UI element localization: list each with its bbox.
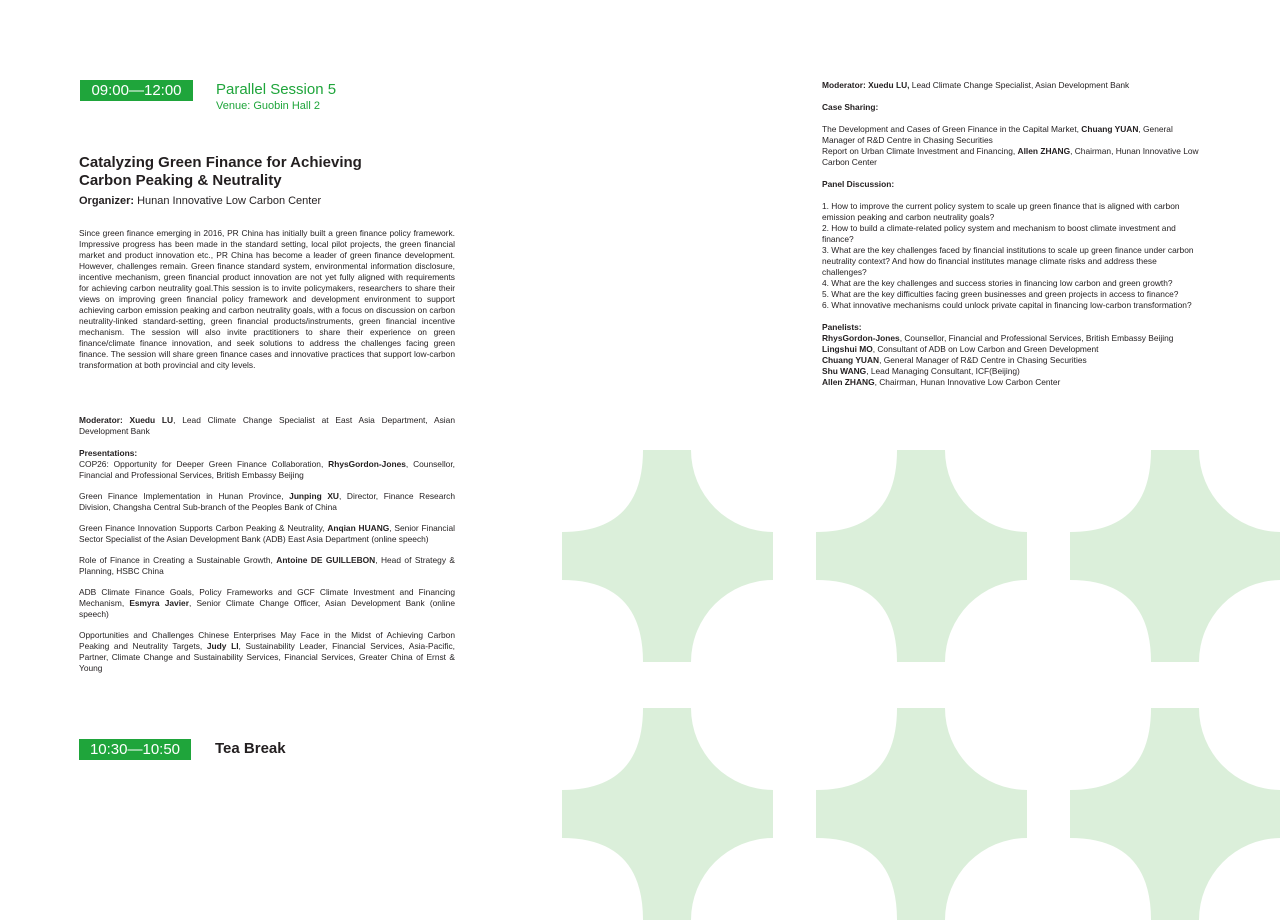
intro-paragraph: Since green finance emerging in 2016, PR China has initially built a green finance policy framework. Impressive progress has been made in the standard setting, local pilot projects, the green financial market and product innovation etc., PR China has become a leader of green finance development. However, challenges remain. Green finance standard system, environmental information disclosure, incentive mechanism, green financial product innovation are not yet fully aligned with requirements for achieving carbon neutrality goal.This session is to invite policymakers, researchers to share their views on improving green financial policy framework and development environment to support achieving carbon emission peaking and carbon neutrality goals, with a focus on discussion on carbon neutrality-linked standard-setting, green financial products/instruments, green financial incentive mechanism. The session will also invite practitioners to share their experience on green finance/climate finance innovation, and seek solutions to address the challenges facing green finance. The session will share green finance cases and innovative practices that support low-carbon transformation at both provincial and city levels. xyxy=(79,228,455,370)
right-column xyxy=(822,80,1200,388)
cross-shape xyxy=(562,450,773,662)
question-item: 4. What are the key challenges and success stories in financing low carbon and green growth? xyxy=(822,278,1173,288)
panelist-item: Lingshui MO, Consultant of ADB on Low Carbon and Green Development xyxy=(822,344,1099,354)
question-item: 1. How to improve the current policy system to scale up green finance that is aligned with carbon emission peaking and carbon neutrality goals? xyxy=(822,201,1180,222)
title-line-2: Carbon Peaking & Neutrality xyxy=(79,172,282,189)
presentation-item: Green Finance Innovation Supports Carbon Peaking & Neutrality, Anqian HUANG, Senior Financial Sector Specialist of the Asian Development Bank (ADB) East Asia Department (online speech) xyxy=(79,523,455,544)
panelist-item: Allen ZHANG, Chairman, Hunan Innovative Low Carbon Center xyxy=(822,377,1061,387)
question-list xyxy=(822,201,1200,311)
presentation-item: COP26: Opportunity for Deeper Green Finance Collaboration, RhysGordon-Jones, Counsellor, Financial and Professional Services, British Embassy Beijing xyxy=(79,459,455,480)
moderator-name: Moderator: Xuedu LU xyxy=(79,415,174,425)
moderator-role: Lead Climate Change Specialist, Asian Development Bank xyxy=(909,80,1130,90)
question-item: 3. What are the key challenges faced by financial institutions to scale up green finance under carbon neutrality context? And how do financial institutes manage climate risks and address these challenges? xyxy=(822,245,1194,277)
case-item: The Development and Cases of Green Finance in the Capital Market, Chuang YUAN, General Manager of R&D Centre in Chasing Securities xyxy=(822,124,1173,145)
cross-shape xyxy=(562,708,773,920)
panelist-list xyxy=(822,333,1200,388)
presentation-item: Opportunities and Challenges Chinese Enterprises May Face in the Midst of Achieving Carbon Peaking and Neutrality Targets, Judy LI, Sustainability Leader, Financial Services, Asia-Pacific, Partner, Climate Change and Sustainability Services, Financial Services, Greater China of Ernst & Young xyxy=(79,630,455,673)
panelists-heading: Panelists: xyxy=(822,322,862,332)
panel-discussion-heading: Panel Discussion: xyxy=(822,179,895,189)
panelist-item: Shu WANG, Lead Managing Consultant, ICF(Beijing) xyxy=(822,366,1020,376)
session-title: Parallel Session 5 xyxy=(216,81,337,98)
presentations-heading: Presentations: xyxy=(79,448,138,458)
question-item: 2. How to build a climate-related policy system and mechanism to boost climate investment and finance? xyxy=(822,223,1176,244)
question-item: 5. What are the key difficulties facing green businesses and green projects in access to finance? xyxy=(822,289,1179,299)
session-time-badge xyxy=(80,80,193,101)
session-time: 09:00—12:00 xyxy=(91,82,182,99)
right-moderator xyxy=(822,80,1200,91)
moderator-role: , Lead Climate Change Specialist at East Asia Department, Asian Development Bank xyxy=(79,415,455,436)
organizer xyxy=(79,195,321,207)
case-item: Report on Urban Climate Investment and Financing, Allen ZHANG, Chairman, Hunan Innovative Low Carbon Center xyxy=(822,146,1199,167)
presentation-item: Green Finance Implementation in Hunan Province, Junping XU, Director, Finance Research Division, Changsha Central Sub-branch of the Peoples Bank of China xyxy=(79,491,455,512)
question-item: 6. What innovative mechanisms could unlock private capital in financing low-carbon transformation? xyxy=(822,300,1192,310)
panelist-item: Chuang YUAN, General Manager of R&D Centre in Chasing Securities xyxy=(822,355,1087,365)
presentation-item: ADB Climate Finance Goals, Policy Frameworks and GCF Climate Investment and Financing Mechanism, Esmyra Javier, Senior Climate Change Officer, Asian Development Bank (online speech) xyxy=(79,587,455,619)
organizer-label: Organizer: xyxy=(79,195,135,207)
break-time: 10:30—10:50 xyxy=(89,741,181,758)
page-title xyxy=(79,154,362,190)
moderator-name: Moderator: Xuedu LU, xyxy=(822,80,910,90)
session-venue: Venue: Guobin Hall 2 xyxy=(216,100,320,112)
presentation-item: Role of Finance in Creating a Sustainable Growth, Antoine DE GUILLEBON, Head of Strategy & Planning, HSBC China xyxy=(79,555,456,576)
title-line-1: Catalyzing Green Finance for Achieving xyxy=(79,154,362,171)
case-sharing-heading: Case Sharing: xyxy=(822,102,879,112)
presentations-section xyxy=(79,448,455,684)
break-time-badge xyxy=(79,739,191,760)
organizer-value: Hunan Innovative Low Carbon Center xyxy=(134,195,322,207)
break-title: Tea Break xyxy=(215,740,286,757)
cross-shape xyxy=(816,708,1027,920)
cross-shape xyxy=(1070,708,1280,920)
left-moderator xyxy=(79,415,455,437)
cross-shape xyxy=(1070,450,1280,662)
panelist-item: RhysGordon-Jones, Counsellor, Financial and Professional Services, British Embassy Beijing xyxy=(822,333,1174,343)
cross-shape xyxy=(816,450,1027,662)
